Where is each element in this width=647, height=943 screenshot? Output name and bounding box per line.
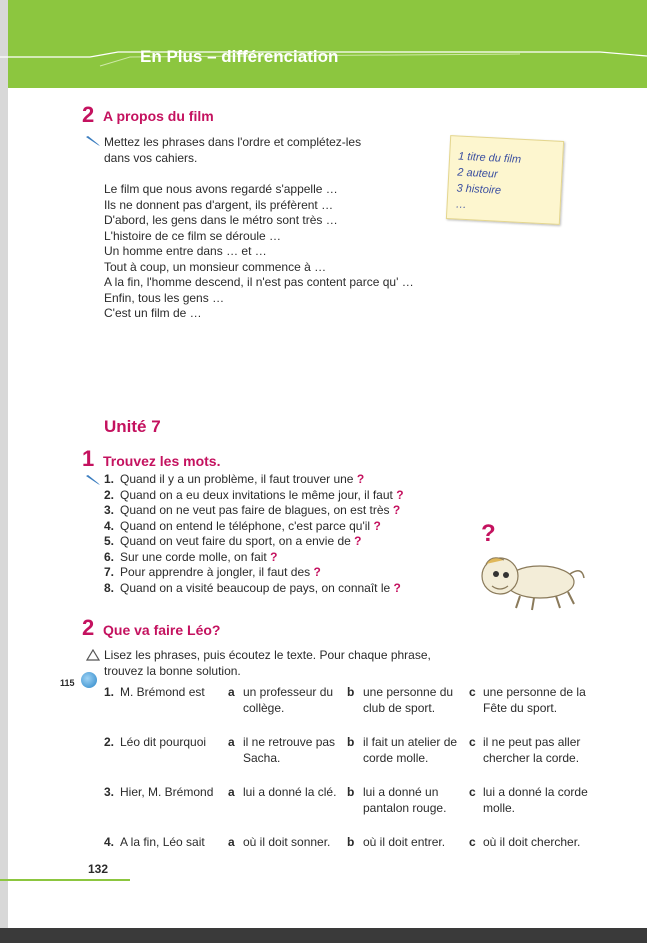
pencil-icon xyxy=(85,474,101,486)
instruction-line: trouvez la bonne solution. xyxy=(104,663,241,678)
row-stem: Hier, M. Brémond xyxy=(120,785,214,799)
list-item: 1. Quand il y a un problème, il faut trouver une ? xyxy=(104,472,365,486)
option-b: il fait un atelier de corde molle. xyxy=(363,735,458,765)
sticky-note xyxy=(446,135,564,225)
option-letter: a xyxy=(228,785,235,799)
option-letter: b xyxy=(347,835,355,849)
option-b: où il doit entrer. xyxy=(363,835,446,849)
instruction-line: dans vos cahiers. xyxy=(104,150,198,165)
row-number: 3. xyxy=(104,785,115,799)
row-number: 2. xyxy=(104,735,115,749)
option-letter: a xyxy=(228,685,235,699)
unit-title: Unité 7 xyxy=(104,417,161,436)
exercise-instruction xyxy=(104,648,431,679)
exercise-title: Que va faire Léo? xyxy=(103,622,221,638)
row-number: 1. xyxy=(104,685,115,699)
row-stem: M. Brémond est xyxy=(120,685,205,699)
cd-icon[interactable] xyxy=(81,672,97,688)
row-number: 4. xyxy=(104,835,115,849)
list-item: 4. Quand on entend le téléphone, c'est parce qu'il ? xyxy=(104,518,381,533)
list-item: 7. Pour apprendre à jongler, il faut des ? xyxy=(104,565,321,579)
option-a: un professeur du collège. xyxy=(243,685,334,715)
list-item: 6. Sur une corde molle, on fait ? xyxy=(104,549,278,564)
option-letter: c xyxy=(469,685,476,699)
option-letter: c xyxy=(469,785,476,799)
list-item: 5. Quand on veut faire du sport, on a envie de ? xyxy=(104,534,362,548)
sentence: Un homme entre dans … et … xyxy=(104,244,267,258)
question-mark: ? xyxy=(481,520,496,547)
header-title: En Plus – différenciation xyxy=(140,47,339,66)
footer-rule xyxy=(0,879,130,881)
exercise-title: Trouvez les mots. xyxy=(103,453,221,469)
sentence: D'abord, les gens dans le métro sont très … xyxy=(104,213,338,227)
triangle-icon xyxy=(86,649,100,661)
sentence: Tout à coup, un monsieur commence à … xyxy=(104,259,327,274)
bottom-band xyxy=(0,928,647,943)
exercise-number: 2 xyxy=(82,615,95,640)
option-c: une personne de la Fête du sport. xyxy=(483,685,586,715)
sentence: Ils ne donnent pas d'argent, ils préfèrent … xyxy=(104,197,334,212)
option-a: il ne retrouve pas Sacha. xyxy=(243,735,336,765)
sentence-list xyxy=(104,182,414,322)
section-number: 2 xyxy=(82,102,95,127)
word-list xyxy=(104,472,404,596)
sentence: Le film que nous avons regardé s'appelle … xyxy=(104,182,338,196)
option-c: lui a donné la corde molle. xyxy=(483,785,588,815)
section-instruction xyxy=(104,135,361,166)
option-b: une personne du club de sport. xyxy=(363,685,454,715)
note-item: … xyxy=(455,198,467,212)
option-c: il ne peut pas aller chercher la corde. xyxy=(483,735,581,765)
sentence: A la fin, l'homme descend, il n'est pas content parce qu' … xyxy=(104,275,414,289)
option-letter: c xyxy=(469,835,476,849)
option-letter: b xyxy=(347,685,355,699)
note-item: 3 histoire xyxy=(456,182,502,197)
option-letter: a xyxy=(228,835,235,849)
option-letter: c xyxy=(469,735,476,749)
instruction-line: Mettez les phrases dans l'ordre et complétez-les xyxy=(104,135,362,149)
audio-track-number: 115 xyxy=(60,678,75,688)
exercise-number: 1 xyxy=(82,446,95,471)
row-stem: A la fin, Léo sait xyxy=(120,835,205,849)
pencil-icon xyxy=(85,135,101,147)
row-stem: Léo dit pourquoi xyxy=(120,735,207,749)
option-a: lui a donné la clé. xyxy=(243,785,337,799)
sentence: L'histoire de ce film se déroule … xyxy=(104,228,282,243)
option-a: où il doit sonner. xyxy=(243,835,331,849)
option-letter: a xyxy=(228,735,235,749)
page-number: 132 xyxy=(88,862,109,876)
list-item: 2. Quand on a eu deux invitations le même jour, il faut ? xyxy=(104,487,404,502)
section-title: A propos du film xyxy=(103,108,214,124)
option-letter: b xyxy=(347,785,355,799)
sentence: Enfin, tous les gens … xyxy=(104,290,225,305)
option-b: lui a donné un pantalon rouge. xyxy=(363,785,447,815)
option-c: où il doit chercher. xyxy=(483,835,581,849)
option-letter: b xyxy=(347,735,355,749)
list-item: 8. Quand on a visité beaucoup de pays, on connaît le ? xyxy=(104,580,401,595)
note-item: 1 titre du film xyxy=(457,150,522,166)
instruction-line: Lisez les phrases, puis écoutez le texte. Pour chaque phrase, xyxy=(104,648,431,662)
page-gutter xyxy=(0,0,8,943)
sentence: C'est un film de … xyxy=(104,306,202,320)
note-item: 2 auteur xyxy=(457,166,498,181)
dog-illustration-icon xyxy=(470,548,588,612)
list-item: 3. Quand on ne veut pas faire de blagues, on est très ? xyxy=(104,503,401,517)
